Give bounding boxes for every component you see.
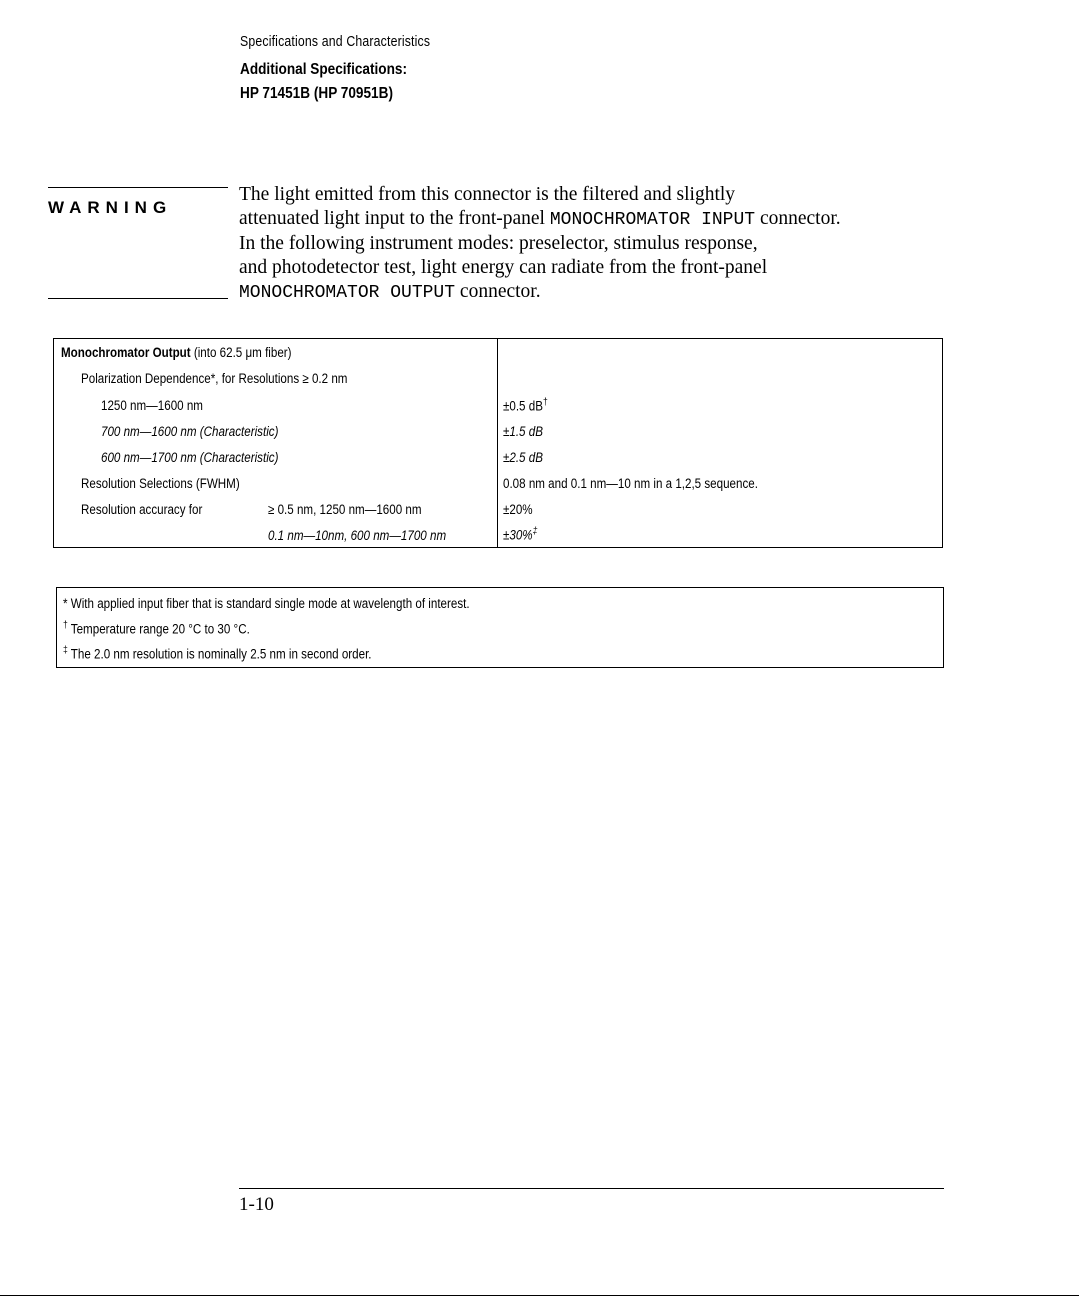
page-number: 1-10 [239, 1194, 274, 1215]
accuracy-condition-2: 0.1 nm—10nm, 600 nm—1700 nm [268, 528, 447, 543]
monochromator-output-label: MONOCHROMATOR OUTPUT [239, 283, 456, 303]
warning-bottom-rule [48, 298, 228, 299]
subtitle-line-1: Additional Specifications: [240, 61, 407, 78]
footnote-3-text: The 2.0 nm resolution is nominally 2.5 nm in second order. [67, 646, 372, 662]
footnote-3-mark: ‡ [63, 645, 68, 656]
footnotes-box [56, 587, 944, 668]
resolution-selections-value: 0.08 nm and 0.1 nm—10 nm in a 1,2,5 sequence. [503, 476, 758, 491]
footnote-2-text: Temperature range 20 °C to 30 °C. [67, 621, 250, 637]
monochromator-input-label: MONOCHROMATOR INPUT [549, 210, 756, 230]
footer-rule [239, 1188, 944, 1189]
warning-line-2 [239, 207, 949, 232]
row-label-3: 600 nm—1700 nm (Characteristic) [101, 450, 279, 465]
accuracy-label: Resolution accuracy for [81, 502, 203, 517]
warning-line-1: The light emitted from this connector is the filtered and slightly [239, 184, 736, 205]
resolution-selections-label: Resolution Selections (FWHM) [81, 476, 240, 491]
spec-table [53, 338, 943, 548]
spec-table-divider [497, 339, 498, 547]
warning-label: WARNING [48, 198, 173, 217]
subtitle-line-2: HP 71451B (HP 70951B) [240, 85, 393, 102]
accuracy-value-2-text: ±30% [503, 527, 533, 543]
dagger-mark: † [542, 397, 548, 408]
warning-line-5b: connector. [455, 281, 541, 302]
accuracy-value-2 [503, 526, 537, 543]
footnote-2 [63, 620, 250, 637]
accuracy-value-1: ±20% [503, 502, 533, 517]
accuracy-condition-1: ≥ 0.5 nm, 1250 nm—1600 nm [268, 502, 422, 517]
row-value-2: ±1.5 dB [503, 424, 543, 439]
footnote-1: * With applied input fiber that is standard single mode at wavelength of interest. [63, 596, 470, 611]
double-dagger-mark: ‡ [532, 526, 538, 537]
page-bottom-edge [0, 1295, 1079, 1296]
warning-top-rule [48, 187, 228, 188]
warning-text [239, 183, 949, 305]
warning-line-5 [239, 280, 949, 305]
warning-line-4: and photodetector test, light energy can radiate from the front-panel [239, 257, 768, 278]
section-title: Specifications and Characteristics [240, 33, 431, 50]
polarization-label: Polarization Dependence*, for Resolutions ≥ 0.2 nm [81, 371, 348, 386]
spec-title-bold: Monochromator Output [61, 345, 191, 360]
row-label-2: 700 nm—1600 nm (Characteristic) [101, 424, 279, 439]
footnote-2-mark: † [63, 620, 68, 631]
row-value-1 [503, 397, 548, 414]
row-value-3: ±2.5 dB [503, 450, 543, 465]
footnote-3 [63, 645, 372, 662]
spec-title [61, 345, 292, 360]
row-value-1-text: ±0.5 dB [503, 398, 543, 414]
spec-title-rest: (into 62.5 μm fiber) [190, 345, 292, 360]
warning-line-3: In the following instrument modes: preselector, stimulus response, [239, 233, 758, 254]
row-label-1: 1250 nm—1600 nm [101, 398, 203, 413]
warning-line-2a: attenuated light input to the front-panel [239, 208, 550, 229]
warning-line-2b: connector. [755, 208, 841, 229]
